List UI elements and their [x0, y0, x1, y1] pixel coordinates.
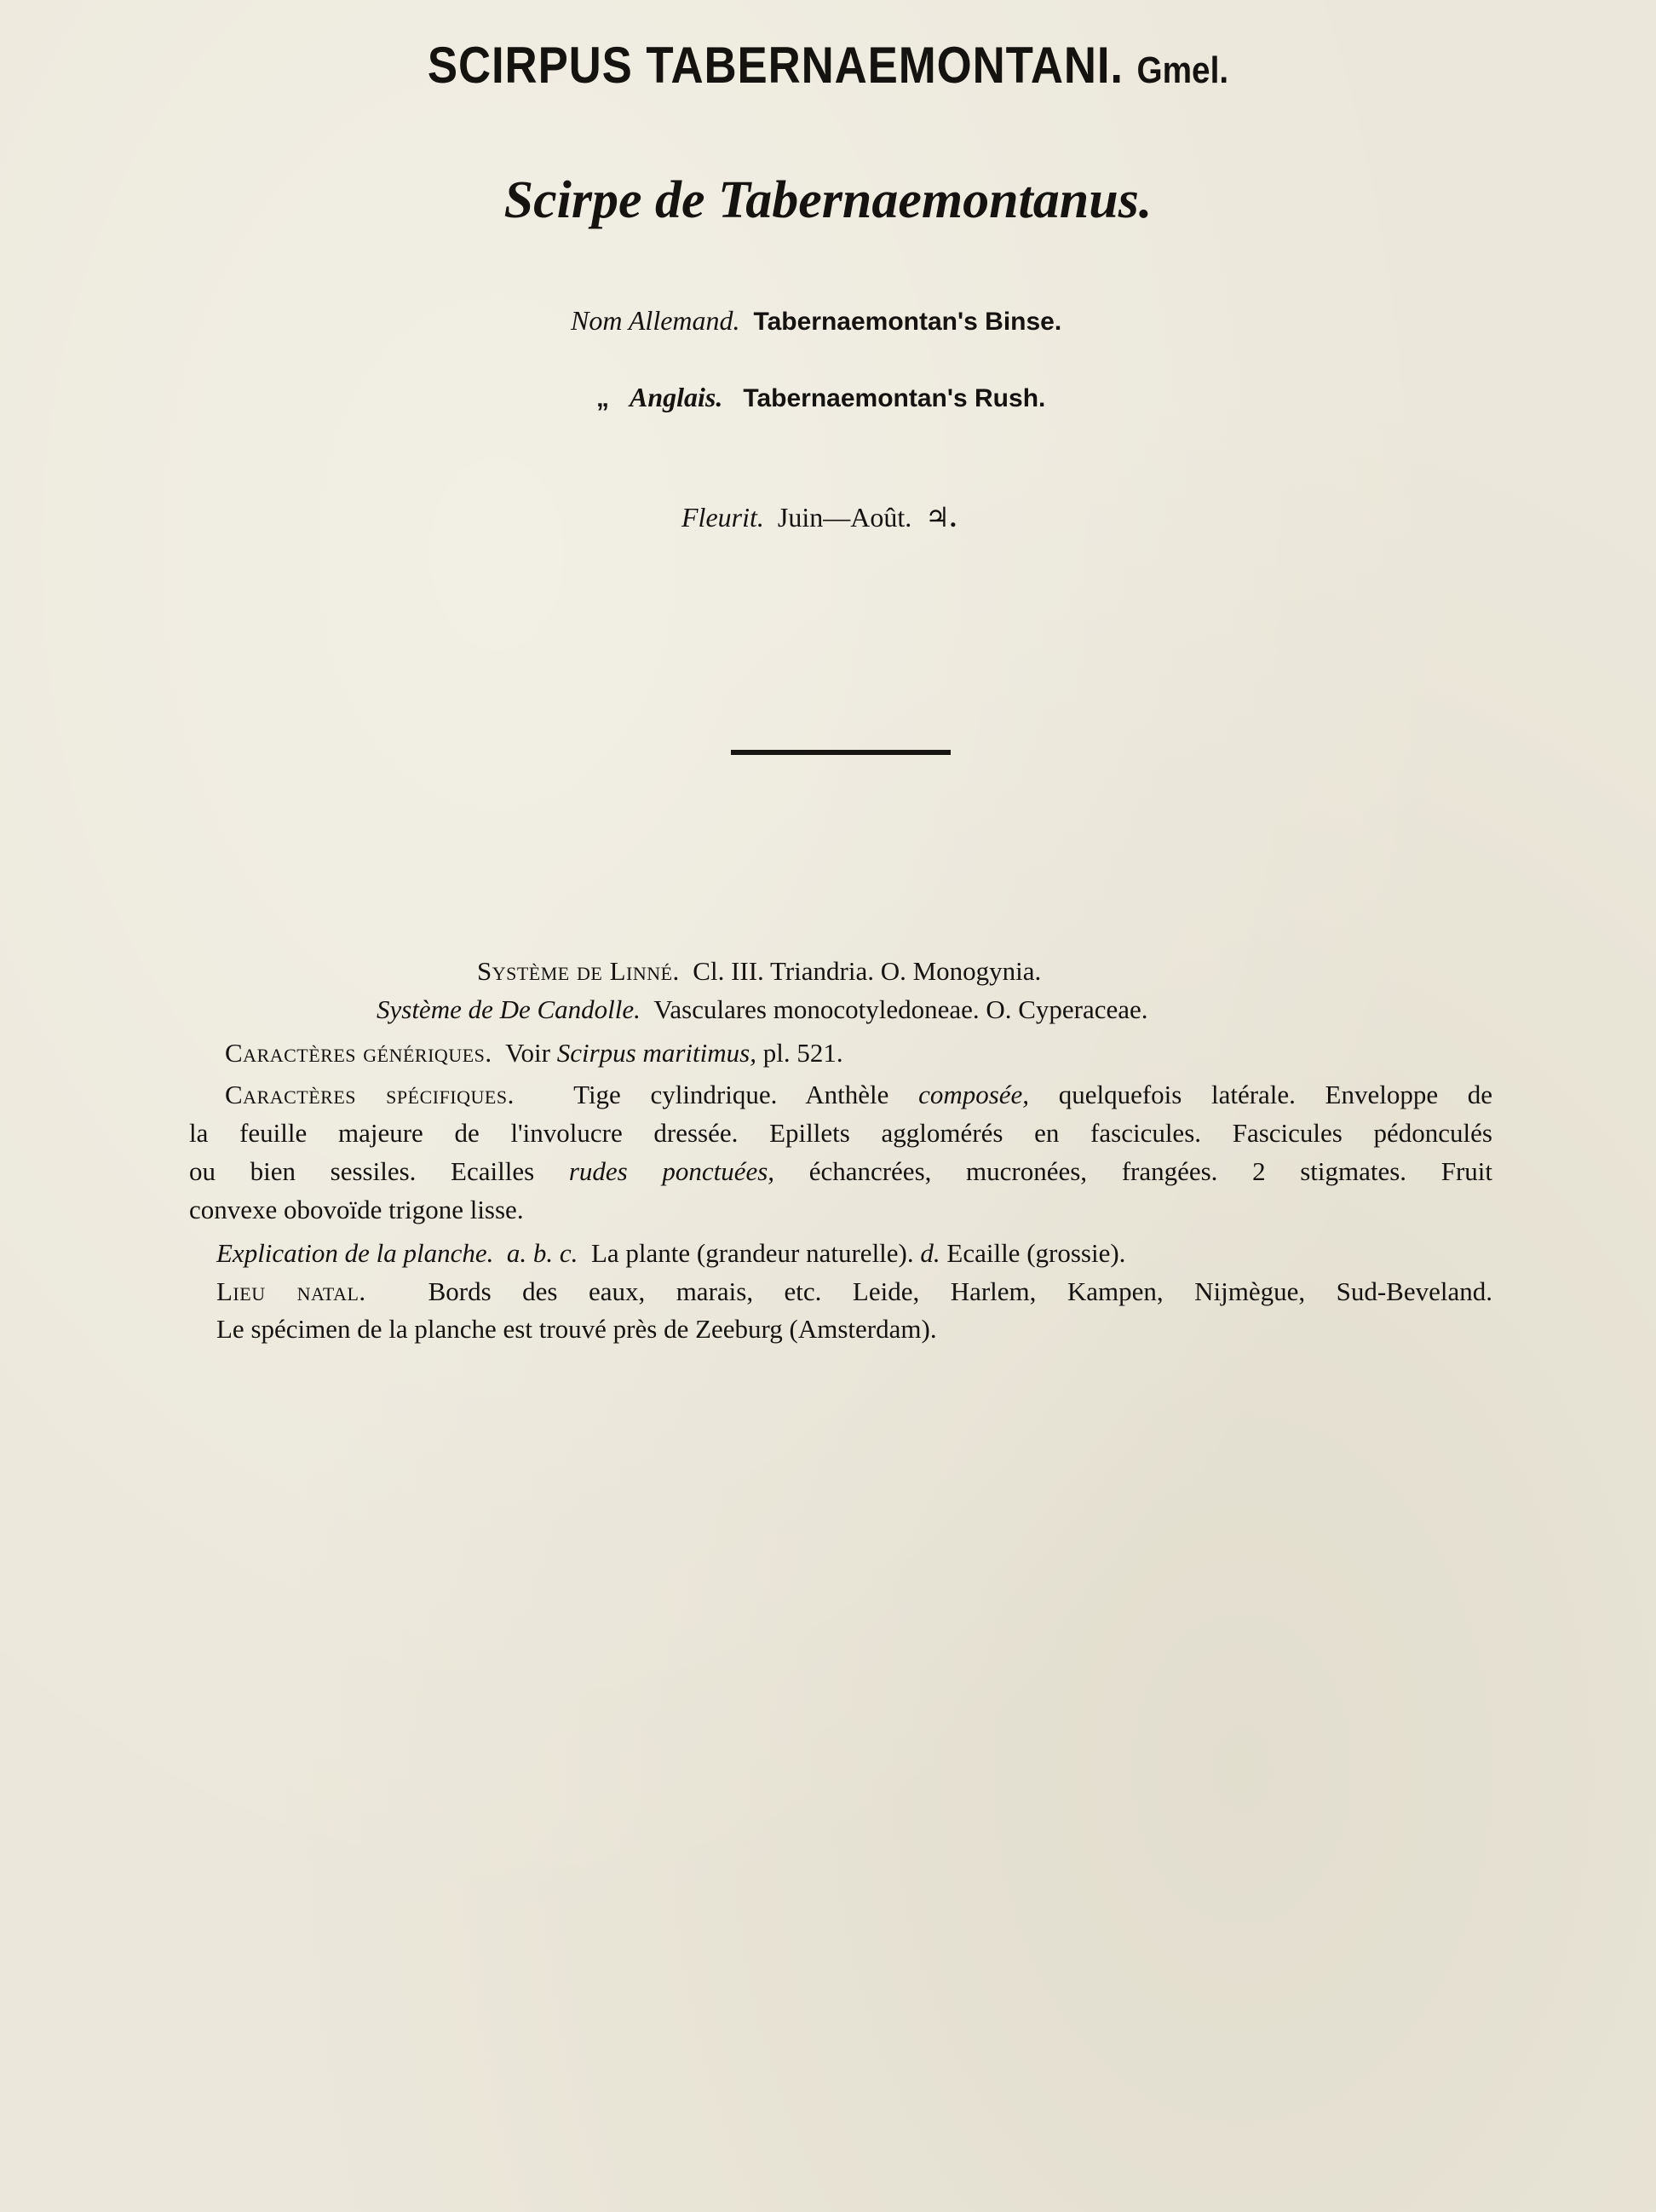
- specific-text-1c: quelquefois latérale. Enveloppe de: [1058, 1079, 1493, 1109]
- specific-label: Caractères spécifiques.: [225, 1079, 515, 1109]
- explanation-line: [189, 1235, 1492, 1273]
- habitat-label: Lieu natal.: [216, 1276, 366, 1306]
- german-name-row: [571, 305, 1061, 337]
- specific-text-1a: Tige cylindrique. Anthèle: [573, 1079, 889, 1109]
- generic-characters-line: [189, 1034, 1492, 1073]
- generic-text-2: pl. 521.: [762, 1037, 843, 1068]
- explanation-text-2: Ecaille (grossie).: [946, 1237, 1126, 1268]
- french-name: Scirpe de Tabernaemontanus.: [503, 171, 1153, 229]
- flowering-row: [681, 501, 957, 533]
- candolle-line: [189, 991, 1492, 1029]
- english-value: Tabernaemontan's Rush.: [743, 384, 1046, 412]
- ditto-mark: „: [596, 384, 609, 412]
- habitat-text-1: Bords des eaux, marais, etc. Leide, Harlem, Kampen, Nijmègue, Sud-Beveland.: [428, 1276, 1492, 1306]
- specific-text-1b: composée,: [918, 1079, 1030, 1109]
- german-value: Tabernaemontan's Binse.: [753, 308, 1062, 336]
- generic-label: Caractères génériques.: [225, 1037, 492, 1068]
- generic-text-1: Voir: [505, 1037, 550, 1068]
- english-label: Anglais.: [630, 382, 723, 412]
- page-title: [100, 36, 1557, 95]
- species-name: SCIRPUS TABERNAEMONTANI.: [427, 37, 1124, 94]
- flowering-label: Fleurit.: [681, 502, 764, 533]
- linne-label: Système de Linné.: [477, 956, 680, 986]
- candolle-label: Système de De Candolle.: [377, 994, 641, 1024]
- flowering-value: Juin—Août.: [777, 502, 912, 533]
- explanation-label: Explication de la planche.: [216, 1237, 494, 1268]
- specific-line-3: [189, 1153, 1492, 1191]
- description-text: [189, 953, 1492, 1349]
- specific-line-1: [189, 1076, 1492, 1115]
- explanation-abc: a. b. c.: [506, 1237, 578, 1268]
- perennial-symbol: ♃.: [925, 502, 957, 533]
- specific-text-3c: échancrées, mucronées, frangées. 2 stigmates. Fruit: [808, 1155, 1492, 1186]
- specific-text-3b: rudes ponctuées,: [568, 1155, 775, 1186]
- habitat-line-1: [189, 1273, 1492, 1311]
- explanation-text-1: La plante (grandeur naturelle).: [590, 1237, 914, 1268]
- species-author: Gmel.: [1136, 49, 1229, 91]
- specific-text-3a: ou bien sessiles. Ecailles: [189, 1155, 535, 1186]
- habitat-line-2: Le spécimen de la planche est trouvé près de Zeeburg (Amsterdam).: [216, 1314, 937, 1345]
- specific-line-4: convexe obovoïde trigone lisse.: [189, 1194, 524, 1224]
- separator-rule: [731, 750, 951, 755]
- linne-line: [189, 953, 1492, 991]
- linne-value: Cl. III. Triandria. O. Monogynia.: [693, 956, 1042, 986]
- english-name-row: [596, 382, 1045, 413]
- german-label: Nom Allemand.: [571, 305, 740, 336]
- generic-reference: Scirpus maritimus,: [556, 1037, 756, 1068]
- specific-line-2: la feuille majeure de l'involucre dressée. Epillets agglomérés en fascicules. Fascicules pédonculés: [189, 1117, 1492, 1148]
- candolle-value: Vasculares monocotyledoneae. O. Cyperaceae.: [653, 994, 1148, 1024]
- explanation-d: d.: [920, 1237, 940, 1268]
